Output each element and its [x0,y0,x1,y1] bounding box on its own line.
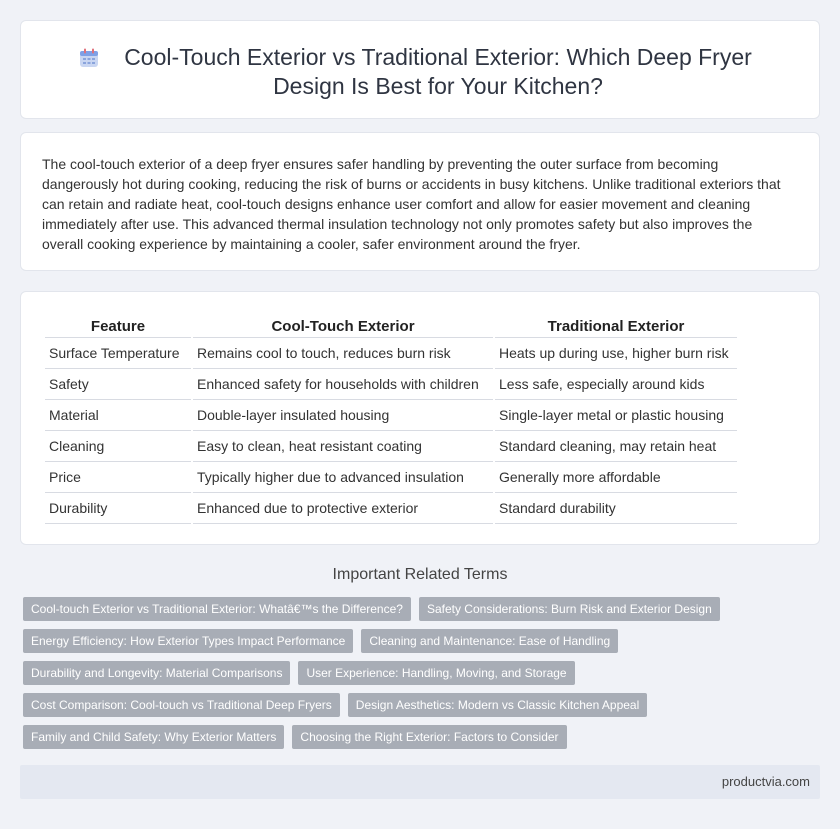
tag-row [23,629,723,661]
tag-row [23,661,723,693]
row-feature: Cleaning [45,431,191,462]
row-feature: Material [45,400,191,431]
related-term-link[interactable]: Design Aesthetics: Modern vs Classic Kitchen Appeal [348,693,647,717]
row-cool-touch: Typically higher due to advanced insulation [193,462,493,493]
related-term-link[interactable]: Energy Efficiency: How Exterior Types Impact Performance [23,629,353,653]
row-feature: Surface Temperature [45,338,191,369]
row-traditional: Generally more affordable [495,462,737,493]
row-cool-touch: Enhanced due to protective exterior [193,493,493,524]
footer-brand: productvia.com [721,774,810,789]
tag-row [23,597,723,629]
table-row [45,462,737,493]
row-traditional: Less safe, especially around kids [495,369,737,400]
related-term-link[interactable]: Cool-touch Exterior vs Traditional Exterior: Whatâ€™s the Difference? [23,597,411,621]
header-cool-touch: Cool-Touch Exterior [193,314,493,338]
footer [20,765,820,799]
intro-paragraph: The cool-touch exterior of a deep fryer ensures safer handling by preventing the outer surface from becoming dangerously hot during cooking, reducing the risk of burns or accidents in busy kitchens. Unlike traditional exteriors that can retain and radiate heat, cool-touch designs enhance user comfort and allow for easier movement and cleaning immediately after use. This advanced thermal insulation technology not only promotes safety but also improves the overall cooking experience by maintaining a cooler, safer environment around the fryer. [42,156,781,252]
intro-card [20,132,820,271]
comparison-card [20,291,820,545]
row-feature: Durability [45,493,191,524]
table-row [45,369,737,400]
related-term-link[interactable]: Durability and Longevity: Material Comparisons [23,661,290,685]
comparison-table [43,314,739,524]
header-feature: Feature [45,314,191,338]
table-header-row [45,314,737,338]
page-title: Cool-Touch Exterior vs Traditional Exterior: Which Deep Fryer Design Is Best for Your Kitchen? [124,44,752,99]
table-row [45,400,737,431]
tag-row [23,693,723,725]
table-row [45,338,737,369]
row-cool-touch: Enhanced safety for households with children [193,369,493,400]
related-term-link[interactable]: Cost Comparison: Cool-touch vs Traditional Deep Fryers [23,693,340,717]
row-traditional: Heats up during use, higher burn risk [495,338,737,369]
row-traditional: Single-layer metal or plastic housing [495,400,737,431]
related-term-link[interactable]: Cleaning and Maintenance: Ease of Handling [361,629,618,653]
row-cool-touch: Double-layer insulated housing [193,400,493,431]
row-feature: Safety [45,369,191,400]
row-cool-touch: Remains cool to touch, reduces burn risk [193,338,493,369]
related-term-link[interactable]: Choosing the Right Exterior: Factors to Consider [292,725,566,749]
table-row [45,431,737,462]
related-terms-heading: Important Related Terms [332,566,508,583]
row-traditional: Standard cleaning, may retain heat [495,431,737,462]
row-feature: Price [45,462,191,493]
related-term-link[interactable]: Safety Considerations: Burn Risk and Exterior Design [419,597,720,621]
row-traditional: Standard durability [495,493,737,524]
related-terms-list [23,597,723,757]
header-traditional: Traditional Exterior [495,314,737,338]
related-term-link[interactable]: Family and Child Safety: Why Exterior Matters [23,725,284,749]
row-cool-touch: Easy to clean, heat resistant coating [193,431,493,462]
related-term-link[interactable]: User Experience: Handling, Moving, and Storage [298,661,574,685]
table-row [45,493,737,524]
tag-row [23,725,723,757]
title-card [20,20,820,119]
